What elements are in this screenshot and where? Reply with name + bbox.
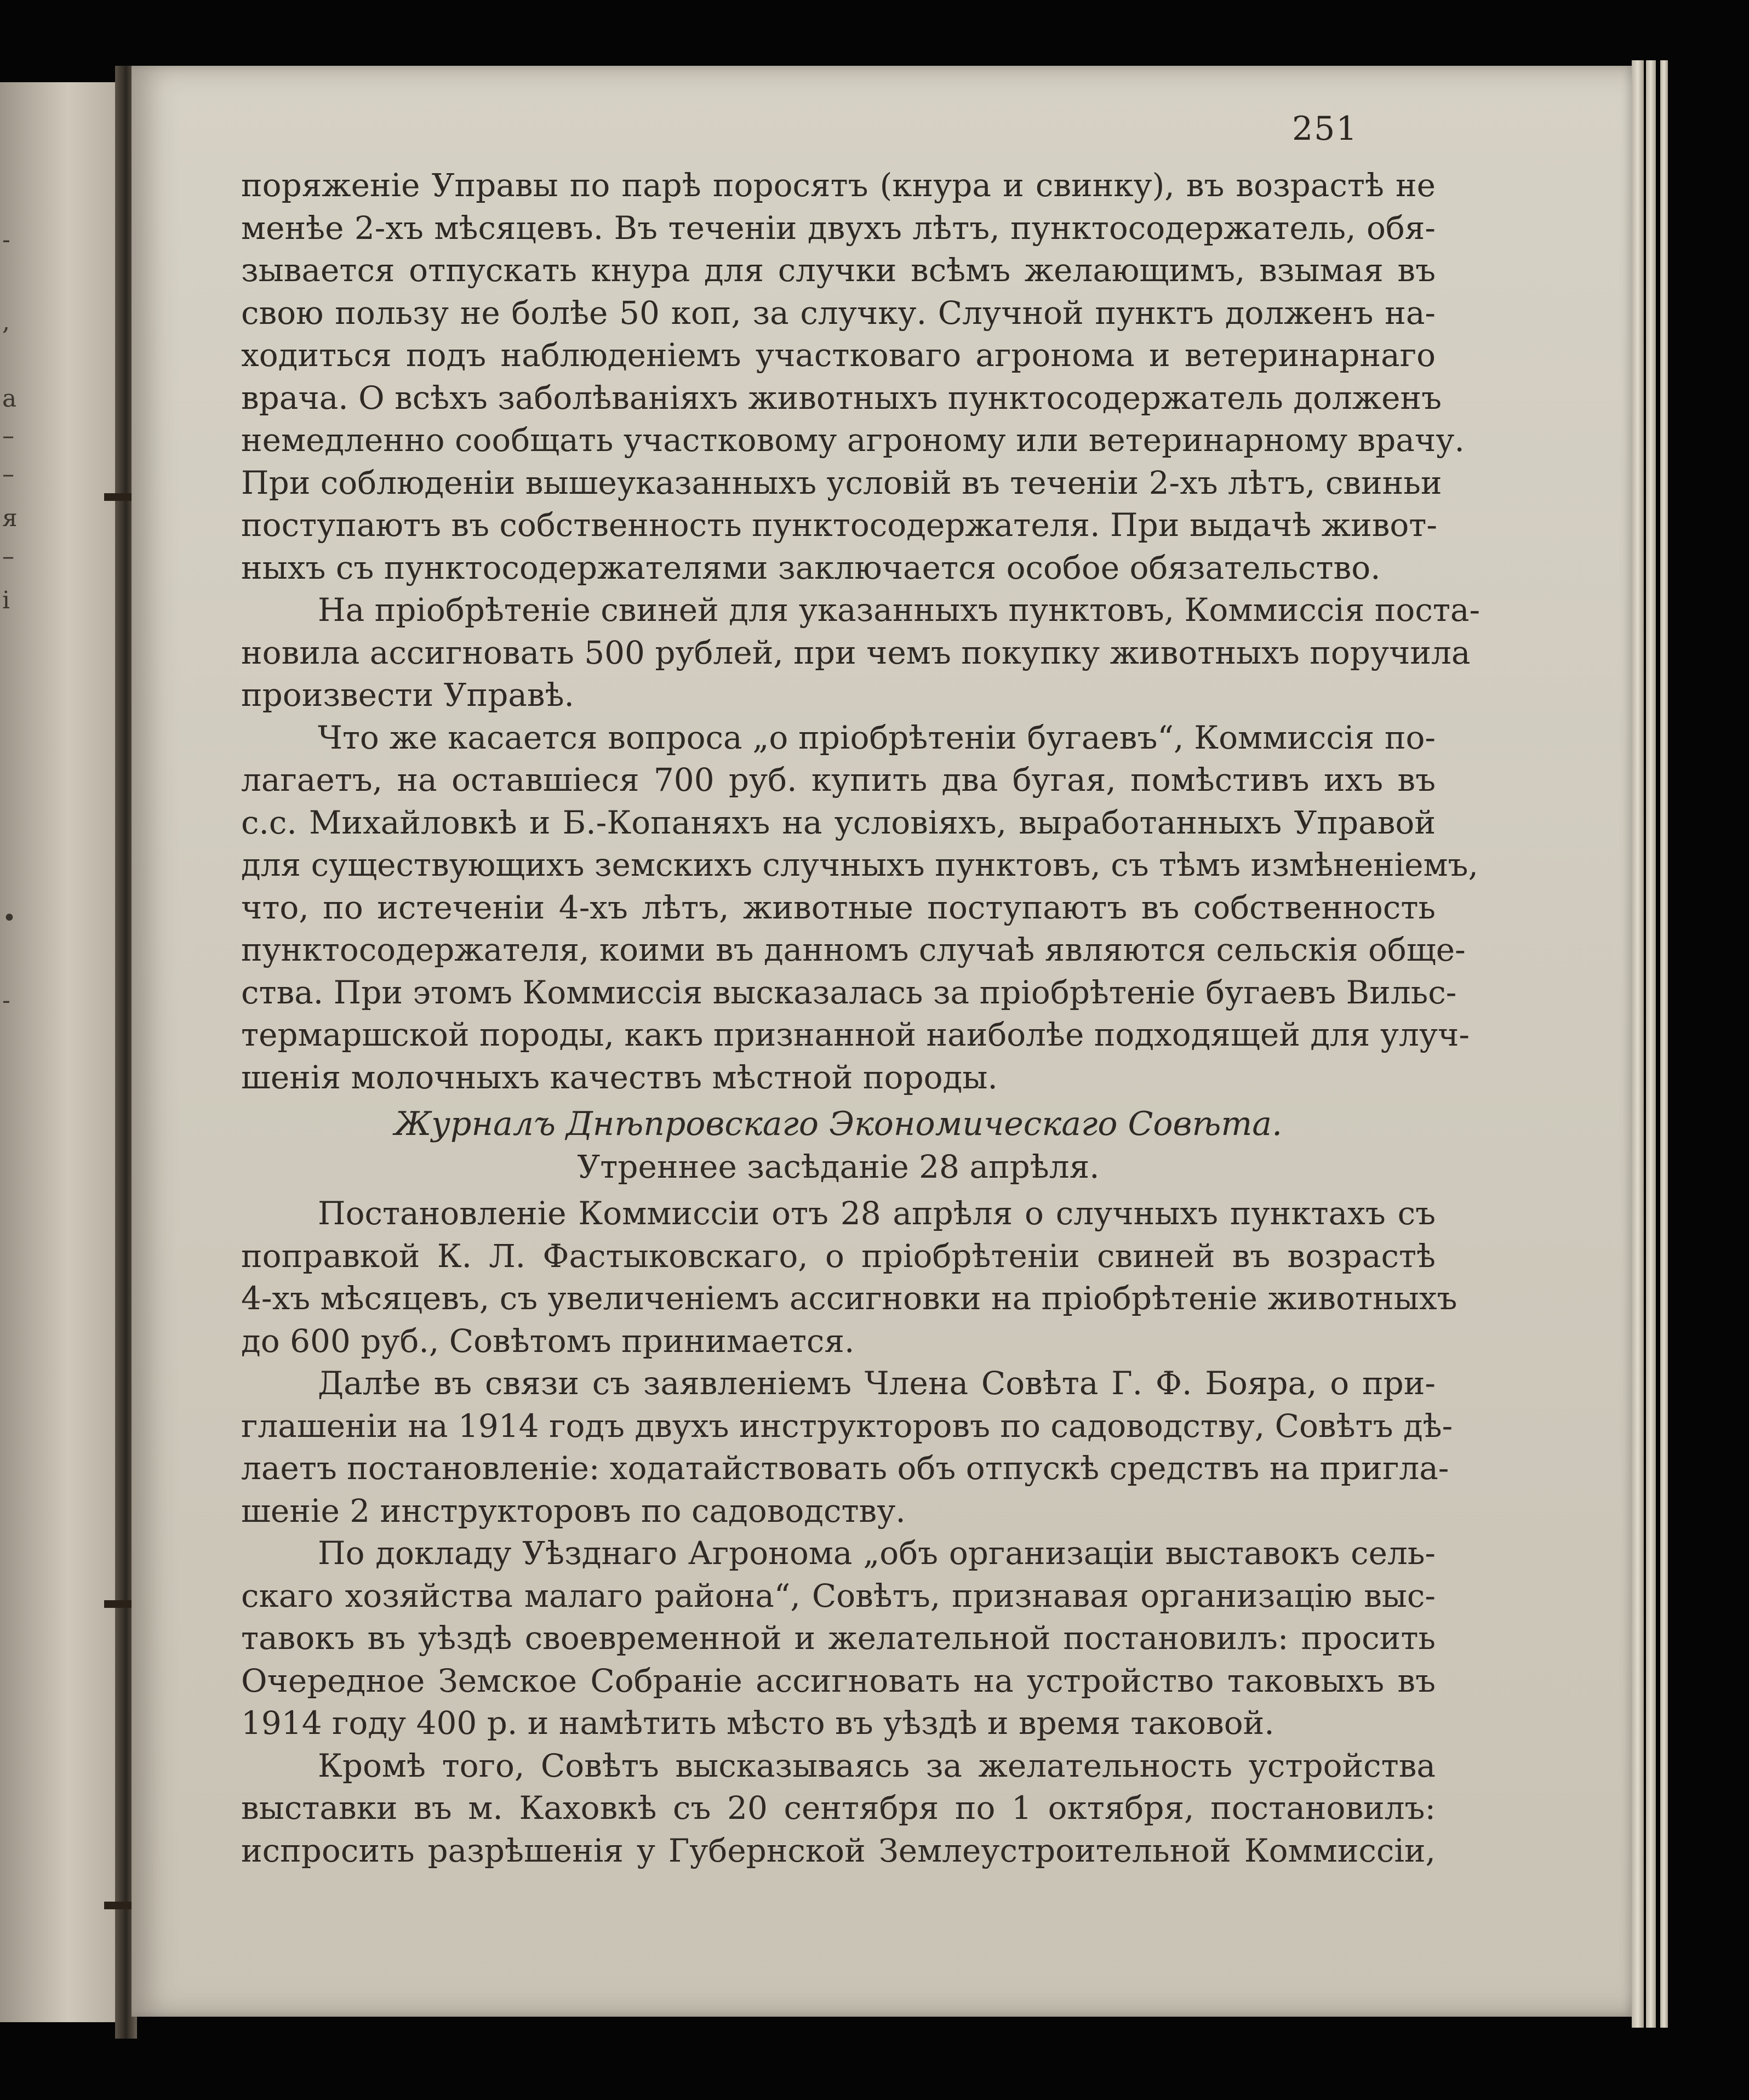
text-line: На пріобрѣтеніе свиней для указанныхъ пунктовъ, Коммиссія поста- bbox=[318, 591, 1481, 629]
left-mark: – bbox=[2, 460, 14, 488]
text-line: поряженіе Управы по парѣ поросятъ (кнура и свинку), въ возрастѣ не bbox=[241, 167, 1436, 204]
text-line: свою пользу не болѣе 50 коп, за случку. Случной пунктъ долженъ на- bbox=[241, 294, 1436, 332]
text-line: произвести Управѣ. bbox=[241, 676, 574, 714]
text-line: ства. При этомъ Коммиссія высказалась за пріобрѣтеніе бугаевъ Вильс- bbox=[241, 973, 1457, 1011]
left-mark: і bbox=[2, 586, 10, 614]
text-line: с.с. Михайловкѣ и Б.-Копаняхъ на условіяхъ, выработанныхъ Управой bbox=[241, 803, 1436, 841]
text-line: Что же касается вопроса „о пріобрѣтеніи бугаевъ“, Коммиссія по- bbox=[318, 718, 1436, 756]
left-page-margin-marks bbox=[0, 82, 123, 2022]
text-line: новила ассигновать 500 рублей, при чемъ покупку животныхъ поручила bbox=[241, 634, 1471, 671]
left-mark: • bbox=[2, 904, 16, 932]
text-line: термаршской породы, какъ признанной наиболѣе подходящей для улуч- bbox=[241, 1016, 1470, 1053]
text-line: шенія молочныхъ качествъ мѣстной породы. bbox=[241, 1058, 998, 1096]
text-line: 1914 году 400 р. и намѣтить мѣсто въ уѣздѣ и время таковой. bbox=[241, 1704, 1274, 1742]
text-line: до 600 руб., Совѣтомъ принимается. bbox=[241, 1322, 855, 1360]
page-edge bbox=[1646, 60, 1656, 2028]
left-page bbox=[0, 82, 123, 2022]
text-line: лаетъ постановленіе: ходатайствовать объ отпускѣ средствъ на пригла- bbox=[241, 1450, 1449, 1487]
text-line: Постановленіе Коммиссіи отъ 28 апрѣля о случныхъ пунктахъ съ bbox=[318, 1195, 1436, 1232]
text-line: ныхъ съ пунктосодержателями заключается особое обязательство. bbox=[241, 549, 1381, 586]
left-mark: – bbox=[2, 422, 14, 450]
page-edge bbox=[1632, 60, 1644, 2028]
text-line: тавокъ въ уѣздѣ своевременной и желательной постановилъ: просить bbox=[241, 1619, 1436, 1657]
text-line: испросить разрѣшенія у Губернской Землеустроительной Коммиссіи, bbox=[241, 1831, 1436, 1869]
text-line: выставки въ м. Каховкѣ съ 20 сентября по 1 октября, постановилъ: bbox=[241, 1789, 1436, 1827]
text-line: Далѣе въ связи съ заявленіемъ Члена Совѣта Г. Ф. Бояра, о при- bbox=[318, 1365, 1436, 1402]
text-line: пунктосодержателя, коими въ данномъ случаѣ являются сельскія обще- bbox=[241, 931, 1466, 968]
left-mark: - bbox=[2, 986, 10, 1014]
left-mark: я bbox=[2, 504, 18, 532]
text-line: По докладу Уѣзднаго Агронома „объ организаціи выставокъ сель- bbox=[318, 1534, 1436, 1572]
page-number: 251 bbox=[1292, 110, 1358, 148]
page-edge bbox=[1660, 60, 1668, 2028]
journal-heading: Журналъ Днѣпровскаго Экономическаго Совѣта. bbox=[394, 1105, 1283, 1143]
text-line: Кромѣ того, Совѣтъ высказываясь за желательность устройства bbox=[318, 1747, 1436, 1784]
text-line: немедленно сообщать участковому агроному или ветеринарному врачу. bbox=[241, 421, 1465, 459]
left-mark: - bbox=[2, 226, 10, 254]
text-line: для существующихъ земскихъ случныхъ пунктовъ, съ тѣмъ измѣненіемъ, bbox=[241, 846, 1478, 883]
text-line: лагаетъ, на оставшіеся 700 руб. купить два бугая, помѣстивъ ихъ въ bbox=[241, 761, 1436, 798]
text-line: ходиться подъ наблюденіемъ участковаго агронома и ветеринарнаго bbox=[241, 336, 1436, 374]
text-line: зывается отпускать кнура для случки всѣмъ желающимъ, взымая въ bbox=[241, 252, 1436, 289]
text-line: шеніе 2 инструкторовъ по садоводству. bbox=[241, 1492, 906, 1530]
text-line: 4-хъ мѣсяцевъ, съ увеличеніемъ ассигновки на пріобрѣтеніе животныхъ bbox=[241, 1280, 1458, 1317]
body-text bbox=[241, 164, 1481, 1872]
text-line: что, по истеченіи 4-хъ лѣтъ, животные поступаютъ въ собственность bbox=[241, 888, 1436, 926]
text-line: поправкой К. Л. Фастыковскаго, о пріобрѣтеніи свиней въ возрастѣ bbox=[241, 1237, 1436, 1275]
text-line: менѣе 2-хъ мѣсяцевъ. Въ теченіи двухъ лѣтъ, пунктосодержатель, обя- bbox=[241, 209, 1436, 247]
text-line: поступаютъ въ собственность пунктосодержателя. При выдачѣ живот- bbox=[241, 506, 1437, 544]
session-subheading: Утреннее засѣданіе 28 апрѣля. bbox=[577, 1148, 1100, 1185]
text-line: врача. О всѣхъ заболѣваніяхъ животныхъ пунктосодержатель долженъ bbox=[241, 379, 1442, 416]
left-mark: , bbox=[2, 308, 10, 336]
text-line: При соблюденіи вышеуказанныхъ условій въ теченіи 2-хъ лѣтъ, свиньи bbox=[241, 464, 1442, 501]
text-line: глашеніи на 1914 годъ двухъ инструкторовъ по садоводству, Совѣтъ дѣ- bbox=[241, 1407, 1453, 1445]
left-mark: а bbox=[2, 385, 17, 413]
text-line: скаго хозяйства малаго района“, Совѣтъ, признавая организацію выс- bbox=[241, 1577, 1436, 1614]
left-mark: – bbox=[2, 543, 14, 570]
text-line: Очередное Земское Собраніе ассигновать на устройство таковыхъ въ bbox=[241, 1662, 1436, 1699]
